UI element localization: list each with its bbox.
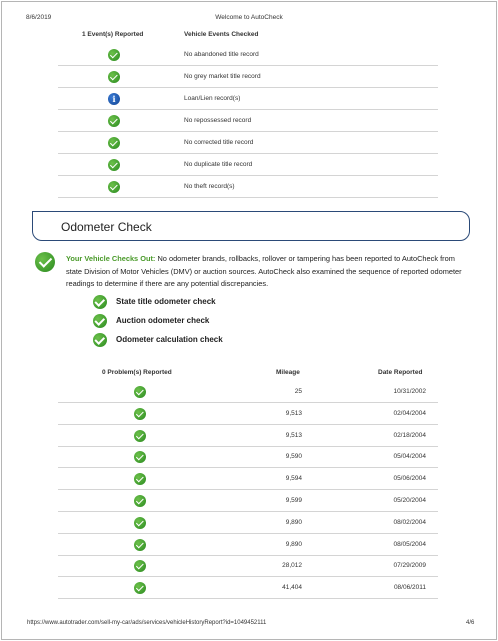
- odometer-summary: [66, 253, 466, 291]
- check-icon: [134, 495, 146, 507]
- event-label: No abandoned title record: [184, 51, 259, 58]
- event-label: No corrected title record: [184, 139, 254, 146]
- table-row: [58, 66, 438, 88]
- check-icon: [108, 137, 120, 149]
- check-icon: [108, 49, 120, 61]
- event-label: No theft record(s): [184, 183, 235, 190]
- footer-url: https://www.autotrader.com/sell-my-car/ads/services/vehicleHistoryReport?id=1049452111: [27, 620, 267, 626]
- check-icon: [134, 430, 146, 442]
- table-row: [58, 110, 438, 132]
- date-value: 10/31/2002: [393, 388, 426, 395]
- page-number: 4/6: [466, 620, 475, 626]
- table-row: [58, 534, 438, 556]
- mileage-value: 9,513: [285, 409, 302, 417]
- event-label: Loan/Lien record(s): [184, 95, 241, 102]
- summary-body: No odometer brands, rollbacks, rollover or tampering has been reported to AutoCheck from state Division of Motor Vehicles (DMV) or auction sources. AutoCheck also examined the sequence of reported odometer readings to determine if there are any potential discrepancies.: [66, 254, 462, 289]
- check-icon: [108, 115, 120, 127]
- odometer-check-label: Odometer calculation check: [116, 335, 223, 344]
- check-icon: [93, 333, 107, 347]
- check-icon: [134, 473, 146, 485]
- check-icon: [108, 71, 120, 83]
- date-value: 05/06/2004: [393, 475, 426, 483]
- mileage-value: 25: [294, 388, 302, 395]
- table-row: [58, 577, 438, 599]
- table-row: [58, 555, 438, 577]
- events-count-header: 1 Event(s) Reported: [82, 31, 144, 38]
- table-row: [58, 512, 438, 534]
- mileage-header: Mileage: [276, 369, 300, 376]
- table-row: [58, 490, 438, 512]
- table-row: [58, 44, 438, 66]
- mileage-value: 9,599: [285, 497, 302, 504]
- check-icon: [108, 159, 120, 171]
- check-icon: [134, 539, 146, 551]
- check-icon: [134, 386, 146, 398]
- odometer-check-label: State title odometer check: [116, 297, 216, 306]
- mileage-value: 28,012: [282, 562, 302, 570]
- table-row: [58, 154, 438, 176]
- table-row: [58, 132, 438, 154]
- mileage-value: 9,890: [285, 518, 302, 526]
- info-icon: i: [108, 93, 120, 105]
- date-value: 05/04/2004: [393, 453, 426, 461]
- problems-header: 0 Problem(s) Reported: [102, 369, 172, 376]
- check-icon: [134, 517, 146, 529]
- mileage-value: 9,594: [285, 475, 302, 483]
- event-label: No grey market title record: [184, 73, 261, 80]
- check-icon: [134, 408, 146, 420]
- table-row: [58, 468, 438, 490]
- mileage-value: 41,404: [282, 584, 302, 592]
- check-icon: [93, 295, 107, 309]
- date-value: 02/18/2004: [393, 431, 426, 439]
- table-row: [58, 446, 438, 468]
- section-title: Odometer Check: [61, 220, 152, 234]
- table-row: [58, 403, 438, 425]
- print-date: 8/6/2019: [26, 14, 52, 21]
- table-row: [58, 381, 438, 403]
- date-reported-header: Date Reported: [378, 369, 423, 376]
- date-value: 07/29/2009: [393, 562, 426, 570]
- table-row: [58, 176, 438, 198]
- date-value: 08/06/2011: [393, 584, 426, 592]
- event-label: No repossessed record: [184, 117, 252, 124]
- check-icon: [134, 582, 146, 594]
- odometer-section-header: [32, 211, 470, 241]
- date-value: 02/04/2004: [393, 409, 426, 417]
- mileage-value: 9,890: [285, 540, 302, 548]
- check-icon: [35, 252, 55, 272]
- check-icon: [93, 314, 107, 328]
- date-value: 05/20/2004: [393, 497, 426, 504]
- check-icon: [134, 560, 146, 572]
- odometer-check-label: Auction odometer check: [116, 316, 210, 325]
- events-checked-header: Vehicle Events Checked: [184, 31, 259, 38]
- check-icon: [108, 181, 120, 193]
- table-row: [58, 425, 438, 447]
- mileage-value: 9,590: [285, 453, 302, 461]
- date-value: 08/05/2004: [393, 540, 426, 548]
- date-value: 08/02/2004: [393, 518, 426, 526]
- mileage-value: 9,513: [285, 431, 302, 439]
- page-title: Welcome to AutoCheck: [215, 14, 283, 21]
- summary-lead: Your Vehicle Checks Out:: [66, 254, 156, 263]
- event-label: No duplicate title record: [184, 161, 253, 168]
- table-row: [58, 88, 438, 110]
- check-icon: [134, 451, 146, 463]
